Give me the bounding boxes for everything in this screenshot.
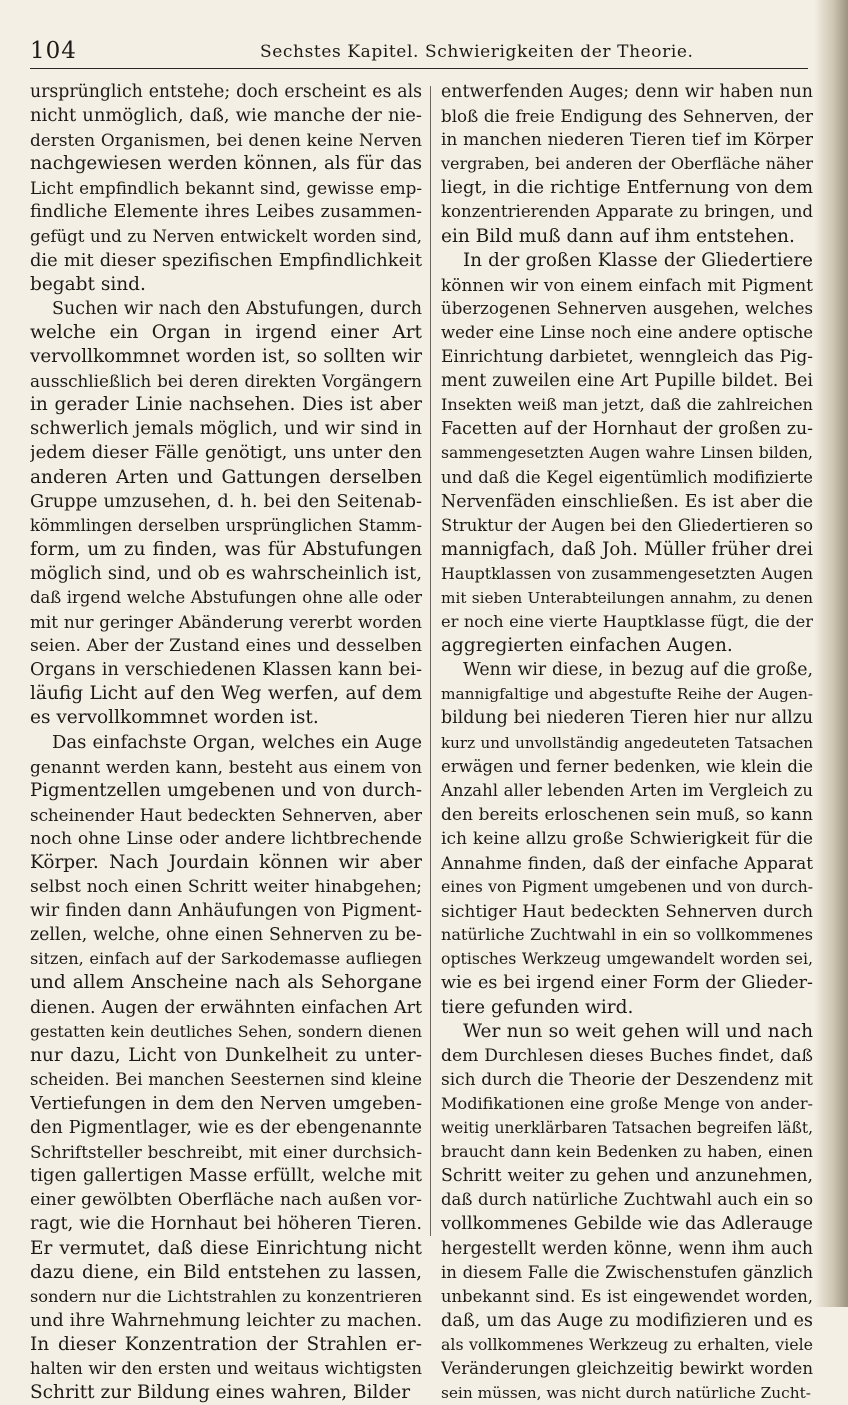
text-line: In der großen Klasse der Gliedertiere [463,249,813,271]
text-line: gefügt und zu Nerven entwickelt worden sind, [30,226,422,246]
text-line: schwerlich jemals möglich, und wir sind in [30,418,422,440]
running-head: Sechstes Kapitel. Schwierigkeiten der Theorie. [260,42,694,62]
text-line: Gruppe umzusehen, d. h. bei den Seitenab- [30,490,422,512]
text-line: aggregierten einfachen Augen. [441,635,733,657]
text-line: daß durch natürliche Zuchtwahl auch ein so [441,1190,813,1210]
text-line: sich durch die Theorie der Deszendenz mit [441,1069,813,1090]
text-line: Vertiefungen in dem den Nerven umgeben- [30,1093,422,1114]
text-line: Schritt zur Bildung eines wahren, Bilder [30,1382,411,1404]
text-line: sondern nur die Lichtstrahlen zu konzentrieren [30,1286,422,1306]
text-line: Annahme finden, daß der einfache Apparat [441,853,813,873]
text-line: Hauptklassen von zusammengesetzten Augen [441,563,813,583]
text-line: in gerader Linie nachsehen. Dies ist aber [30,394,422,416]
text-line: braucht dann kein Bedenken zu haben, einen [441,1142,813,1162]
left-column [30,80,422,1405]
text-line: sichtiger Haut bedeckten Sehnerven durch [441,901,813,922]
text-line: Pigmentzellen umgebenen und von durch- [30,779,422,801]
text-line: noch ohne Linse oder andere lichtbrechende [30,828,422,849]
text-line: mannigfach, daß Joh. Müller früher drei [441,538,813,560]
text-line: dersten Organismen, bei denen keine Nerven [30,130,422,151]
text-line: können wir von einem einfach mit Pigment [441,274,813,295]
page-header [30,34,808,69]
text-line: ursprünglich entstehe; doch erscheint es als [30,82,422,102]
text-line: liegt, in die richtige Entfernung von dem [441,177,813,199]
text-line: seien. Aber der Zustand eines und desselben [30,636,422,657]
text-line: er noch eine vierte Hauptklasse fügt, die der [441,612,813,632]
text-line: anderen Arten und Gattungen derselben [30,466,422,488]
text-line: den Pigmentlager, wie es der ebengenannte [30,1118,422,1139]
text-line: Anzahl aller lebenden Arten im Vergleich zu [441,780,813,800]
text-line: und allem Anscheine nach als Sehorgane [30,972,422,994]
text-line: nachgewiesen werden können, als für das [30,153,422,175]
text-line: wie es bei irgend einer Form der Glieder- [441,973,813,994]
text-line: ein Bild muß dann auf ihm entstehen. [441,225,795,247]
text-line: Modifikationen eine große Menge von ander- [441,1093,813,1113]
text-line: konzentrierenden Apparate zu bringen, und [441,202,813,222]
text-line: Organs in verschiedenen Klassen kann bei- [30,659,422,681]
text-line: zellen, welche, ohne einen Sehnerven zu be- [30,925,422,946]
text-line: tiere gefunden wird. [441,996,634,1018]
text-line: ment zuweilen eine Art Pupille bildet. Bei [441,371,813,392]
right-column [441,80,813,1405]
text-line: gestatten kein deutliches Sehen, sondern dienen [30,1021,422,1041]
text-line: mit sieben Unterabteilungen annahm, zu denen [441,588,813,607]
text-line: ich keine allzu große Schwierigkeit für die [441,828,813,849]
text-line: dem Durchlesen dieses Buches findet, daß [441,1045,813,1066]
text-line: mannigfaltige und abgestufte Reihe der Augen- [441,685,813,704]
text-line: in manchen niederen Tieren tief im Körper [441,130,813,151]
text-line: Insekten weiß man jetzt, daß die zahlreichen [441,395,813,415]
text-line: entwerfenden Auges; denn wir haben nun [441,82,813,102]
text-line: erwägen und ferner bedenken, wie klein die [441,756,813,776]
text-line: In dieser Konzentration der Strahlen er- [30,1333,422,1355]
text-line: form, um zu finden, was für Abstufungen [30,538,422,560]
text-line: es vervollkommnet worden ist. [30,707,319,729]
text-line: Er vermutet, daß diese Einrichtung nicht [30,1237,422,1259]
text-line: und daß die Kegel eigentümlich modifizierte [441,467,813,487]
text-line: genannt werden kann, besteht aus einem von [30,756,422,777]
text-line: kömmlingen derselben ursprünglichen Stamm- [30,515,422,535]
column-divider [430,86,431,1236]
text-line: selbst noch einen Schritt weiter hinabgehen; [30,877,422,898]
text-line: scheiden. Bei manchen Seesternen sind kleine [30,1069,422,1089]
text-line: wir finden dann Anhäufungen von Pigment- [30,901,422,922]
text-line: natürliche Zuchtwahl in ein so vollkommenes [441,925,813,945]
page-number: 104 [30,38,77,64]
text-line: kurz und unvollständig angedeuteten Tatsachen [441,733,813,752]
text-line: Körper. Nach Jourdain können wir aber [30,852,422,873]
text-line: Einrichtung darbietet, wenngleich das Pig- [441,347,813,368]
page-edge-shadow [814,0,848,1307]
text-line: möglich sind, und ob es wahrscheinlich ist, [30,562,422,584]
text-line: läufig Licht auf den Weg werfen, auf dem [30,683,422,705]
text-line: weitig unerklärbaren Tatsachen begreifen läßt, [441,1119,813,1138]
text-line: einer gewölbten Oberfläche nach außen vor- [30,1190,422,1211]
text-line: Das einfachste Organ, welches ein Auge [52,731,422,753]
text-line: bildung bei niederen Tieren hier nur allzu [441,708,813,729]
text-line: unbekannt sind. Es ist eingewendet worden, [441,1286,813,1306]
text-line: sitzen, einfach auf der Sarkodemasse aufliegen [30,949,422,969]
text-line: sammengesetzten Augen wahre Linsen bilden, [441,443,813,463]
text-line: halten wir den ersten und weitaus wichtigsten [30,1358,422,1378]
text-line: findliche Elemente ihres Leibes zusammen- [30,202,422,223]
text-line: Veränderungen gleichzeitig bewirkt worden [441,1358,813,1378]
text-line: weder eine Linse noch eine andere optische [441,322,813,342]
text-line: Schritt weiter zu gehen und anzunehmen, [441,1166,813,1187]
text-line: ausschließlich bei deren direkten Vorgängern [30,371,422,392]
text-line: als vollkommenes Werkzeug zu erhalten, viele [441,1334,813,1354]
text-line: überzogenen Sehnerven ausgehen, welches [441,298,813,318]
text-line: daß, um das Auge zu modifizieren und es [441,1310,813,1331]
text-line: eines von Pigment umgebenen und von durch- [441,877,813,897]
text-line: Nervenfäden einschließen. Es ist aber die [441,491,813,512]
text-line: Schriftsteller beschreibt, mit einer durchsich- [30,1142,422,1163]
text-line: ragt, wie die Hornhaut bei höheren Tieren. [30,1213,422,1235]
text-line: dienen. Augen der erwähnten einfachen Art [30,997,422,1018]
text-line: mit nur geringer Abänderung vererbt worden [30,612,422,633]
text-line: hergestellt werden könne, wenn ihm auch [441,1238,813,1259]
text-line: Wenn wir diese, in bezug auf die große, [463,660,813,681]
text-line: jedem dieser Fälle genötigt, uns unter den [30,442,422,464]
text-line: daß irgend welche Abstufungen ohne alle oder [30,587,422,607]
text-line: begabt sind. [30,273,146,295]
text-line: tigen gallertigen Masse erfüllt, welche mit [30,1165,422,1187]
text-line: nur dazu, Licht von Dunkelheit zu unter- [30,1044,422,1066]
text-line: scheinender Haut bedeckten Sehnerven, aber [30,804,422,825]
text-line: sein müssen, was nicht durch natürliche Zucht- [441,1384,811,1403]
text-line: Struktur der Augen bei den Gliedertieren so [441,515,813,535]
text-line: den bereits erloschenen sein muß, so kann [441,804,813,825]
text-line: in diesem Falle die Zwischenstufen gänzlich [441,1262,813,1282]
text-line: vervollkommnet worden ist, so sollten wir [30,346,422,368]
text-line: welche ein Organ in irgend einer Art [30,321,422,343]
text-line: die mit dieser spezifischen Empfindlichkeit [30,249,422,271]
text-line: bloß die freie Endigung des Sehnerven, der [441,106,813,127]
text-line: Suchen wir nach den Abstufungen, durch [52,298,422,319]
text-line: nicht unmöglich, daß, wie manche der nie- [30,105,422,127]
text-line: Facetten auf der Hornhaut der großen zu- [441,419,813,440]
text-line: vollkommenes Gebilde wie das Adlerauge [441,1214,813,1235]
text-line: optisches Werkzeug umgewandelt worden sei, [441,949,813,969]
text-line: Wer nun so weit gehen will und nach [463,1020,813,1042]
text-line: dazu diene, ein Bild entstehen zu lassen, [30,1261,422,1283]
text-line: Licht empfindlich bekannt sind, gewisse emp- [30,178,422,199]
text-line: vergraben, bei anderen der Oberfläche näher [441,154,813,174]
text-line: und ihre Wahrnehmung leichter zu machen. [30,1310,422,1331]
